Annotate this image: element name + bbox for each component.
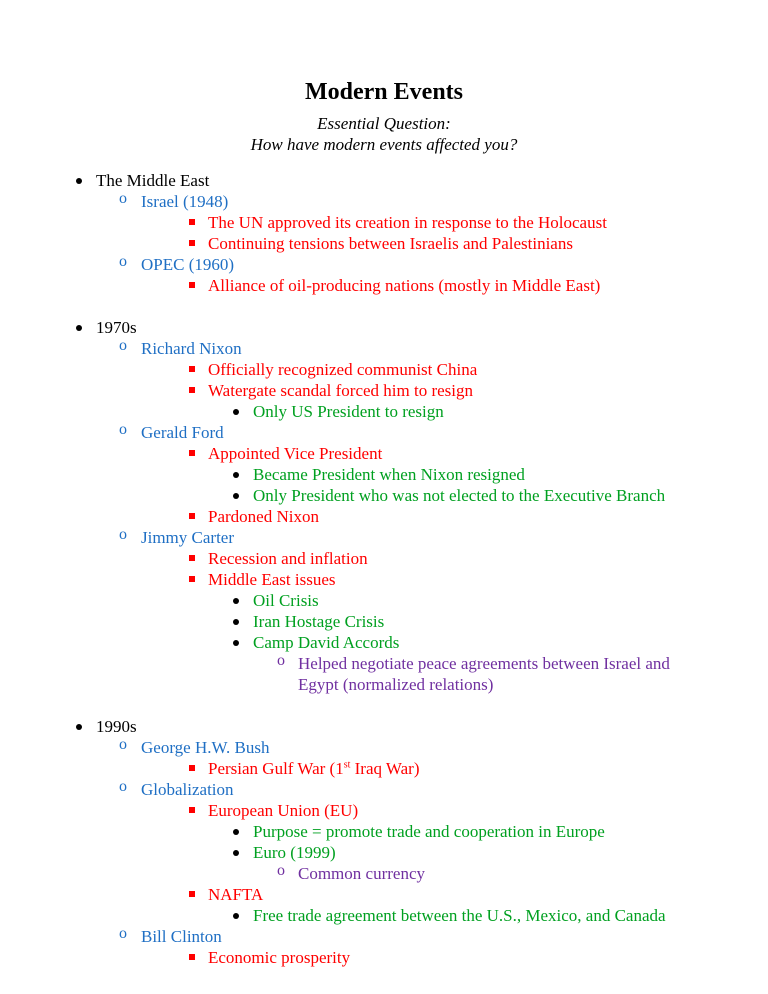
bullet-dot-icon	[233, 409, 239, 415]
bullet-dot-icon	[233, 598, 239, 604]
bullet-square-icon	[189, 366, 195, 372]
list-item: Watergate scandal forced him to resign	[208, 381, 474, 400]
list-item-continuation: Egypt (normalized relations)	[298, 675, 494, 694]
bullet-circle-icon: o	[119, 190, 127, 207]
list-item: Iran Hostage Crisis	[253, 612, 385, 631]
bullet-dot-icon	[233, 493, 239, 499]
list-item	[208, 758, 420, 779]
bullet-square-icon	[189, 765, 195, 771]
bullet-square-icon	[189, 387, 195, 393]
list-item: Israel (1948)	[141, 192, 229, 211]
list-item: Bill Clinton	[141, 927, 222, 946]
bullet-square-icon	[189, 807, 195, 813]
list-item: European Union (EU)	[208, 801, 359, 820]
bullet-square-icon	[189, 240, 195, 246]
section-heading: 1970s	[96, 318, 137, 337]
bullet-square-icon	[189, 282, 195, 288]
list-item: NAFTA	[208, 885, 264, 904]
bullet-square-icon	[189, 450, 195, 456]
list-item: Gerald Ford	[141, 423, 224, 442]
bullet-circle-icon: o	[119, 526, 127, 543]
list-item: Oil Crisis	[253, 591, 319, 610]
section-heading: 1990s	[96, 717, 137, 736]
bullet-dot-icon	[233, 619, 239, 625]
list-item: Economic prosperity	[208, 948, 351, 967]
bullet-dot-icon	[233, 472, 239, 478]
list-item: Only US President to resign	[253, 402, 444, 421]
list-item: Euro (1999)	[253, 843, 336, 862]
bullet-dot-icon	[76, 325, 82, 331]
bullet-dot-icon	[76, 178, 82, 184]
bullet-circle-icon: o	[119, 736, 127, 753]
list-item: Helped negotiate peace agreements between Israel and	[298, 654, 670, 673]
list-item: Richard Nixon	[141, 339, 242, 358]
list-item: Jimmy Carter	[141, 528, 235, 547]
list-item: Alliance of oil-producing nations (mostly in Middle East)	[208, 276, 601, 295]
list-item: Free trade agreement between the U.S., Mexico, and Canada	[253, 906, 666, 925]
list-item: Became President when Nixon resigned	[253, 465, 525, 484]
list-item-text: Iraq War)	[350, 759, 420, 778]
bullet-dot-icon	[233, 850, 239, 856]
list-item: Only President who was not elected to the Executive Branch	[253, 486, 666, 505]
list-item: George H.W. Bush	[141, 738, 270, 757]
list-item: Appointed Vice President	[208, 444, 383, 463]
list-item: Middle East issues	[208, 570, 336, 589]
bullet-circle-icon: o	[119, 925, 127, 942]
bullet-dot-icon	[76, 724, 82, 730]
bullet-square-icon	[189, 555, 195, 561]
list-item-text: Persian Gulf War (1	[208, 759, 344, 778]
bullet-circle-icon: o	[277, 652, 285, 669]
bullet-square-icon	[189, 513, 195, 519]
bullet-circle-icon: o	[277, 862, 285, 879]
bullet-circle-icon: o	[119, 253, 127, 270]
bullet-dot-icon	[233, 829, 239, 835]
list-item: Continuing tensions between Israelis and Palestinians	[208, 234, 573, 253]
bullet-circle-icon: o	[119, 337, 127, 354]
page-title: Modern Events	[305, 79, 463, 105]
list-item: Recession and inflation	[208, 549, 368, 568]
bullet-square-icon	[189, 954, 195, 960]
list-item: Common currency	[298, 864, 425, 883]
bullet-square-icon	[189, 219, 195, 225]
bullet-square-icon	[189, 576, 195, 582]
bullet-dot-icon	[233, 640, 239, 646]
list-item: Purpose = promote trade and cooperation in Europe	[253, 822, 605, 841]
list-item: Pardoned Nixon	[208, 507, 319, 526]
essential-question-label: Essential Question:	[317, 114, 451, 133]
essential-question: How have modern events affected you?	[250, 135, 518, 154]
list-item: The UN approved its creation in response to the Holocaust	[208, 213, 607, 232]
list-item: Officially recognized communist China	[208, 360, 478, 379]
list-item: Camp David Accords	[253, 633, 400, 652]
bullet-circle-icon: o	[119, 778, 127, 795]
bullet-circle-icon: o	[119, 421, 127, 438]
bullet-square-icon	[189, 891, 195, 897]
section-heading: The Middle East	[96, 171, 210, 190]
superscript: st	[343, 759, 351, 771]
list-item: OPEC (1960)	[141, 255, 235, 274]
bullet-dot-icon	[233, 913, 239, 919]
list-item: Globalization	[141, 780, 234, 799]
